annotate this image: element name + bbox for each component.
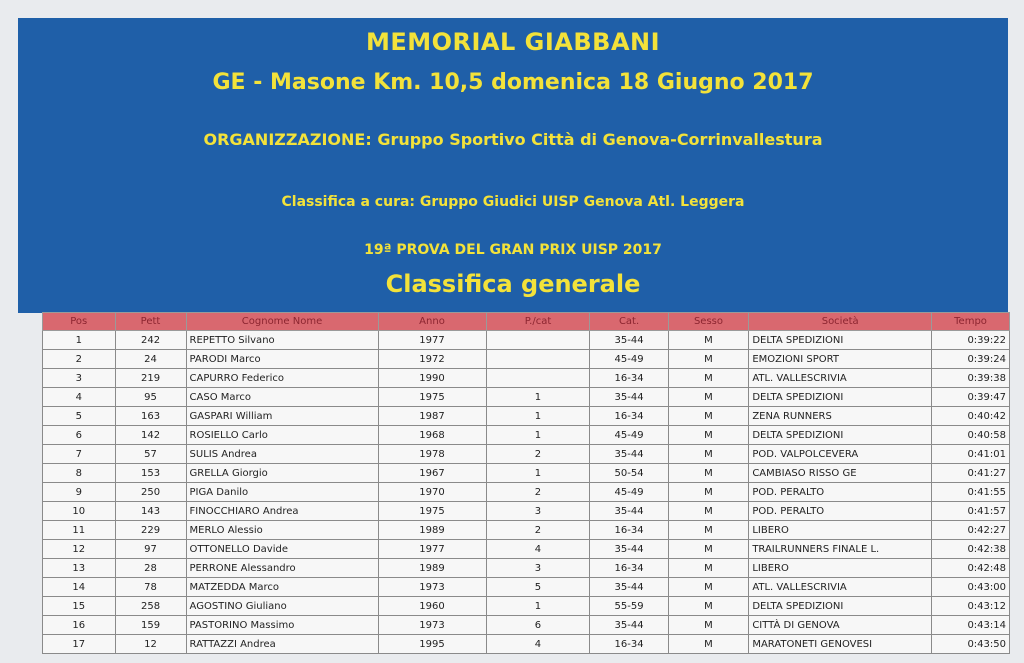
cell-cat: 16-34	[590, 559, 668, 578]
cell-cat: 45-49	[590, 426, 668, 445]
prova-label: 19ª PROVA DEL GRAN PRIX UISP 2017	[364, 242, 662, 258]
cell-name: PIGA Danilo	[186, 483, 378, 502]
cell-societa: LIBERO	[749, 521, 932, 540]
cell-cat: 35-44	[590, 540, 668, 559]
cell-cat: 45-49	[590, 350, 668, 369]
cell-name: AGOSTINO Giuliano	[186, 597, 378, 616]
table-row	[43, 559, 1010, 578]
table-row	[43, 597, 1010, 616]
cell-societa: EMOZIONI SPORT	[749, 350, 932, 369]
cell-pett: 78	[115, 578, 186, 597]
cell-pett: 258	[115, 597, 186, 616]
cell-pett: 242	[115, 331, 186, 350]
cell-sesso: M	[668, 464, 749, 483]
cell-societa: DELTA SPEDIZIONI	[749, 597, 932, 616]
cell-societa: CAMBIASO RISSO GE	[749, 464, 932, 483]
col-header-societa: Società	[749, 313, 932, 331]
cell-societa: ATL. VALLESCRIVIA	[749, 578, 932, 597]
cell-pos: 8	[43, 464, 116, 483]
col-header-pos: Pos	[43, 313, 116, 331]
cell-tempo: 0:39:38	[932, 369, 1010, 388]
cell-pett: 24	[115, 350, 186, 369]
cell-cat: 16-34	[590, 369, 668, 388]
cell-pcat: 2	[486, 483, 590, 502]
cell-tempo: 0:39:47	[932, 388, 1010, 407]
cell-pos: 14	[43, 578, 116, 597]
cell-societa: CITTÀ DI GENOVA	[749, 616, 932, 635]
col-header-pett: Pett	[115, 313, 186, 331]
cell-sesso: M	[668, 369, 749, 388]
cell-pcat: 4	[486, 635, 590, 654]
organization-value: Gruppo Sportivo Città di Genova-Corrinvallestura	[377, 130, 823, 149]
cell-sesso: M	[668, 483, 749, 502]
cell-sesso: M	[668, 616, 749, 635]
cell-pett: 229	[115, 521, 186, 540]
cell-name: REPETTO Silvano	[186, 331, 378, 350]
cell-pcat	[486, 350, 590, 369]
cell-tempo: 0:41:55	[932, 483, 1010, 502]
cell-societa: POD. VALPOLCEVERA	[749, 445, 932, 464]
cell-sesso: M	[668, 521, 749, 540]
cell-pcat: 3	[486, 502, 590, 521]
cell-name: MATZEDDA Marco	[186, 578, 378, 597]
cell-sesso: M	[668, 350, 749, 369]
cell-anno: 1989	[378, 521, 486, 540]
page-title: MEMORIAL GIABBANI	[365, 28, 661, 56]
cell-pcat: 1	[486, 388, 590, 407]
cell-anno: 1973	[378, 616, 486, 635]
cell-societa: DELTA SPEDIZIONI	[749, 388, 932, 407]
cell-cat: 55-59	[590, 597, 668, 616]
cell-pcat: 2	[486, 521, 590, 540]
cell-societa: TRAILRUNNERS FINALE L.	[749, 540, 932, 559]
cell-tempo: 0:39:22	[932, 331, 1010, 350]
cell-cat: 35-44	[590, 331, 668, 350]
table-row	[43, 350, 1010, 369]
cell-societa: LIBERO	[749, 559, 932, 578]
cell-cat: 35-44	[590, 445, 668, 464]
cell-name: FINOCCHIARO Andrea	[186, 502, 378, 521]
cell-societa: DELTA SPEDIZIONI	[749, 331, 932, 350]
cell-anno: 1960	[378, 597, 486, 616]
cell-sesso: M	[668, 540, 749, 559]
cell-pos: 5	[43, 407, 116, 426]
cell-pos: 1	[43, 331, 116, 350]
cell-tempo: 0:40:58	[932, 426, 1010, 445]
cell-cat: 50-54	[590, 464, 668, 483]
cell-pcat	[486, 331, 590, 350]
cell-sesso: M	[668, 388, 749, 407]
cell-anno: 1975	[378, 388, 486, 407]
cell-pcat: 5	[486, 578, 590, 597]
cell-cat: 16-34	[590, 635, 668, 654]
cell-sesso: M	[668, 445, 749, 464]
cell-pcat: 1	[486, 407, 590, 426]
cell-anno: 1978	[378, 445, 486, 464]
cell-name: MERLO Alessio	[186, 521, 378, 540]
cell-tempo: 0:43:50	[932, 635, 1010, 654]
table-row	[43, 464, 1010, 483]
cell-pos: 4	[43, 388, 116, 407]
cell-societa: POD. PERALTO	[749, 483, 932, 502]
col-header-tempo: Tempo	[932, 313, 1010, 331]
cell-anno: 1972	[378, 350, 486, 369]
cell-name: PERRONE Alessandro	[186, 559, 378, 578]
cell-anno: 1975	[378, 502, 486, 521]
cell-tempo: 0:41:27	[932, 464, 1010, 483]
cell-pett: 95	[115, 388, 186, 407]
cell-tempo: 0:39:24	[932, 350, 1010, 369]
table-row	[43, 521, 1010, 540]
cell-cat: 35-44	[590, 616, 668, 635]
col-header-name: Cognome Nome	[186, 313, 378, 331]
cell-pett: 153	[115, 464, 186, 483]
cell-pett: 57	[115, 445, 186, 464]
cell-societa: ATL. VALLESCRIVIA	[749, 369, 932, 388]
cell-societa: DELTA SPEDIZIONI	[749, 426, 932, 445]
table-row	[43, 426, 1010, 445]
table-row	[43, 407, 1010, 426]
cell-anno: 1970	[378, 483, 486, 502]
table-header-row	[43, 313, 1010, 331]
cell-name: GASPARI William	[186, 407, 378, 426]
table-row	[43, 369, 1010, 388]
col-header-pcat: P./cat	[486, 313, 590, 331]
cell-anno: 1977	[378, 331, 486, 350]
cell-name: PASTORINO Massimo	[186, 616, 378, 635]
cell-anno: 1977	[378, 540, 486, 559]
cell-tempo: 0:41:01	[932, 445, 1010, 464]
cell-cat: 16-34	[590, 521, 668, 540]
cell-pett: 28	[115, 559, 186, 578]
cell-name: SULIS Andrea	[186, 445, 378, 464]
table-row	[43, 502, 1010, 521]
cell-name: PARODI Marco	[186, 350, 378, 369]
header-banner	[18, 18, 1008, 313]
cell-pcat: 6	[486, 616, 590, 635]
cell-pett: 142	[115, 426, 186, 445]
cell-anno: 1995	[378, 635, 486, 654]
organization-label: ORGANIZZAZIONE:	[203, 130, 372, 149]
cell-anno: 1967	[378, 464, 486, 483]
cell-pos: 9	[43, 483, 116, 502]
cell-anno: 1973	[378, 578, 486, 597]
classifica-cura: Classifica a cura: Gruppo Giudici UISP Genova Atl. Leggera	[281, 194, 745, 210]
cell-pett: 163	[115, 407, 186, 426]
cell-sesso: M	[668, 559, 749, 578]
table-row	[43, 578, 1010, 597]
cell-name: RATTAZZI Andrea	[186, 635, 378, 654]
organization-line	[18, 130, 1008, 149]
cell-tempo: 0:42:38	[932, 540, 1010, 559]
cell-pcat: 2	[486, 445, 590, 464]
cell-pett: 143	[115, 502, 186, 521]
cell-cat: 35-44	[590, 388, 668, 407]
cell-pos: 13	[43, 559, 116, 578]
cell-tempo: 0:41:57	[932, 502, 1010, 521]
cell-societa: ZENA RUNNERS	[749, 407, 932, 426]
table-row	[43, 540, 1010, 559]
cell-pos: 16	[43, 616, 116, 635]
table-row	[43, 331, 1010, 350]
cell-sesso: M	[668, 578, 749, 597]
cell-anno: 1990	[378, 369, 486, 388]
cell-name: OTTONELLO Davide	[186, 540, 378, 559]
col-header-cat: Cat.	[590, 313, 668, 331]
cell-tempo: 0:43:00	[932, 578, 1010, 597]
cell-pett: 250	[115, 483, 186, 502]
cell-tempo: 0:43:12	[932, 597, 1010, 616]
cell-tempo: 0:40:42	[932, 407, 1010, 426]
cell-name: CASO Marco	[186, 388, 378, 407]
cell-pett: 159	[115, 616, 186, 635]
table-row	[43, 616, 1010, 635]
cell-cat: 16-34	[590, 407, 668, 426]
col-header-anno: Anno	[378, 313, 486, 331]
cell-anno: 1968	[378, 426, 486, 445]
cell-societa: POD. PERALTO	[749, 502, 932, 521]
table-row	[43, 445, 1010, 464]
cell-name: GRELLA Giorgio	[186, 464, 378, 483]
cell-pcat: 1	[486, 597, 590, 616]
cell-pcat	[486, 369, 590, 388]
cell-pos: 2	[43, 350, 116, 369]
cell-sesso: M	[668, 635, 749, 654]
table-row	[43, 388, 1010, 407]
cell-pcat: 3	[486, 559, 590, 578]
cell-anno: 1987	[378, 407, 486, 426]
cell-sesso: M	[668, 426, 749, 445]
col-header-sesso: Sesso	[668, 313, 749, 331]
results-table	[42, 312, 1010, 654]
cell-pett: 97	[115, 540, 186, 559]
cell-pos: 17	[43, 635, 116, 654]
table-row	[43, 635, 1010, 654]
cell-sesso: M	[668, 597, 749, 616]
cell-name: ROSIELLO Carlo	[186, 426, 378, 445]
cell-tempo: 0:43:14	[932, 616, 1010, 635]
cell-sesso: M	[668, 502, 749, 521]
cell-pcat: 1	[486, 426, 590, 445]
table-row	[43, 483, 1010, 502]
cell-pos: 3	[43, 369, 116, 388]
cell-pos: 11	[43, 521, 116, 540]
cell-pos: 15	[43, 597, 116, 616]
cell-pett: 12	[115, 635, 186, 654]
cell-societa: MARATONETI GENOVESI	[749, 635, 932, 654]
cell-pos: 10	[43, 502, 116, 521]
cell-cat: 35-44	[590, 578, 668, 597]
classifica-heading: Classifica generale	[385, 270, 641, 298]
cell-tempo: 0:42:27	[932, 521, 1010, 540]
cell-cat: 35-44	[590, 502, 668, 521]
cell-pos: 7	[43, 445, 116, 464]
cell-cat: 45-49	[590, 483, 668, 502]
cell-pett: 219	[115, 369, 186, 388]
cell-name: CAPURRO Federico	[186, 369, 378, 388]
cell-pos: 6	[43, 426, 116, 445]
cell-sesso: M	[668, 331, 749, 350]
cell-pcat: 4	[486, 540, 590, 559]
cell-sesso: M	[668, 407, 749, 426]
cell-anno: 1989	[378, 559, 486, 578]
cell-pos: 12	[43, 540, 116, 559]
cell-tempo: 0:42:48	[932, 559, 1010, 578]
race-subtitle: GE - Masone Km. 10,5 domenica 18 Giugno 2017	[212, 70, 814, 95]
cell-pcat: 1	[486, 464, 590, 483]
